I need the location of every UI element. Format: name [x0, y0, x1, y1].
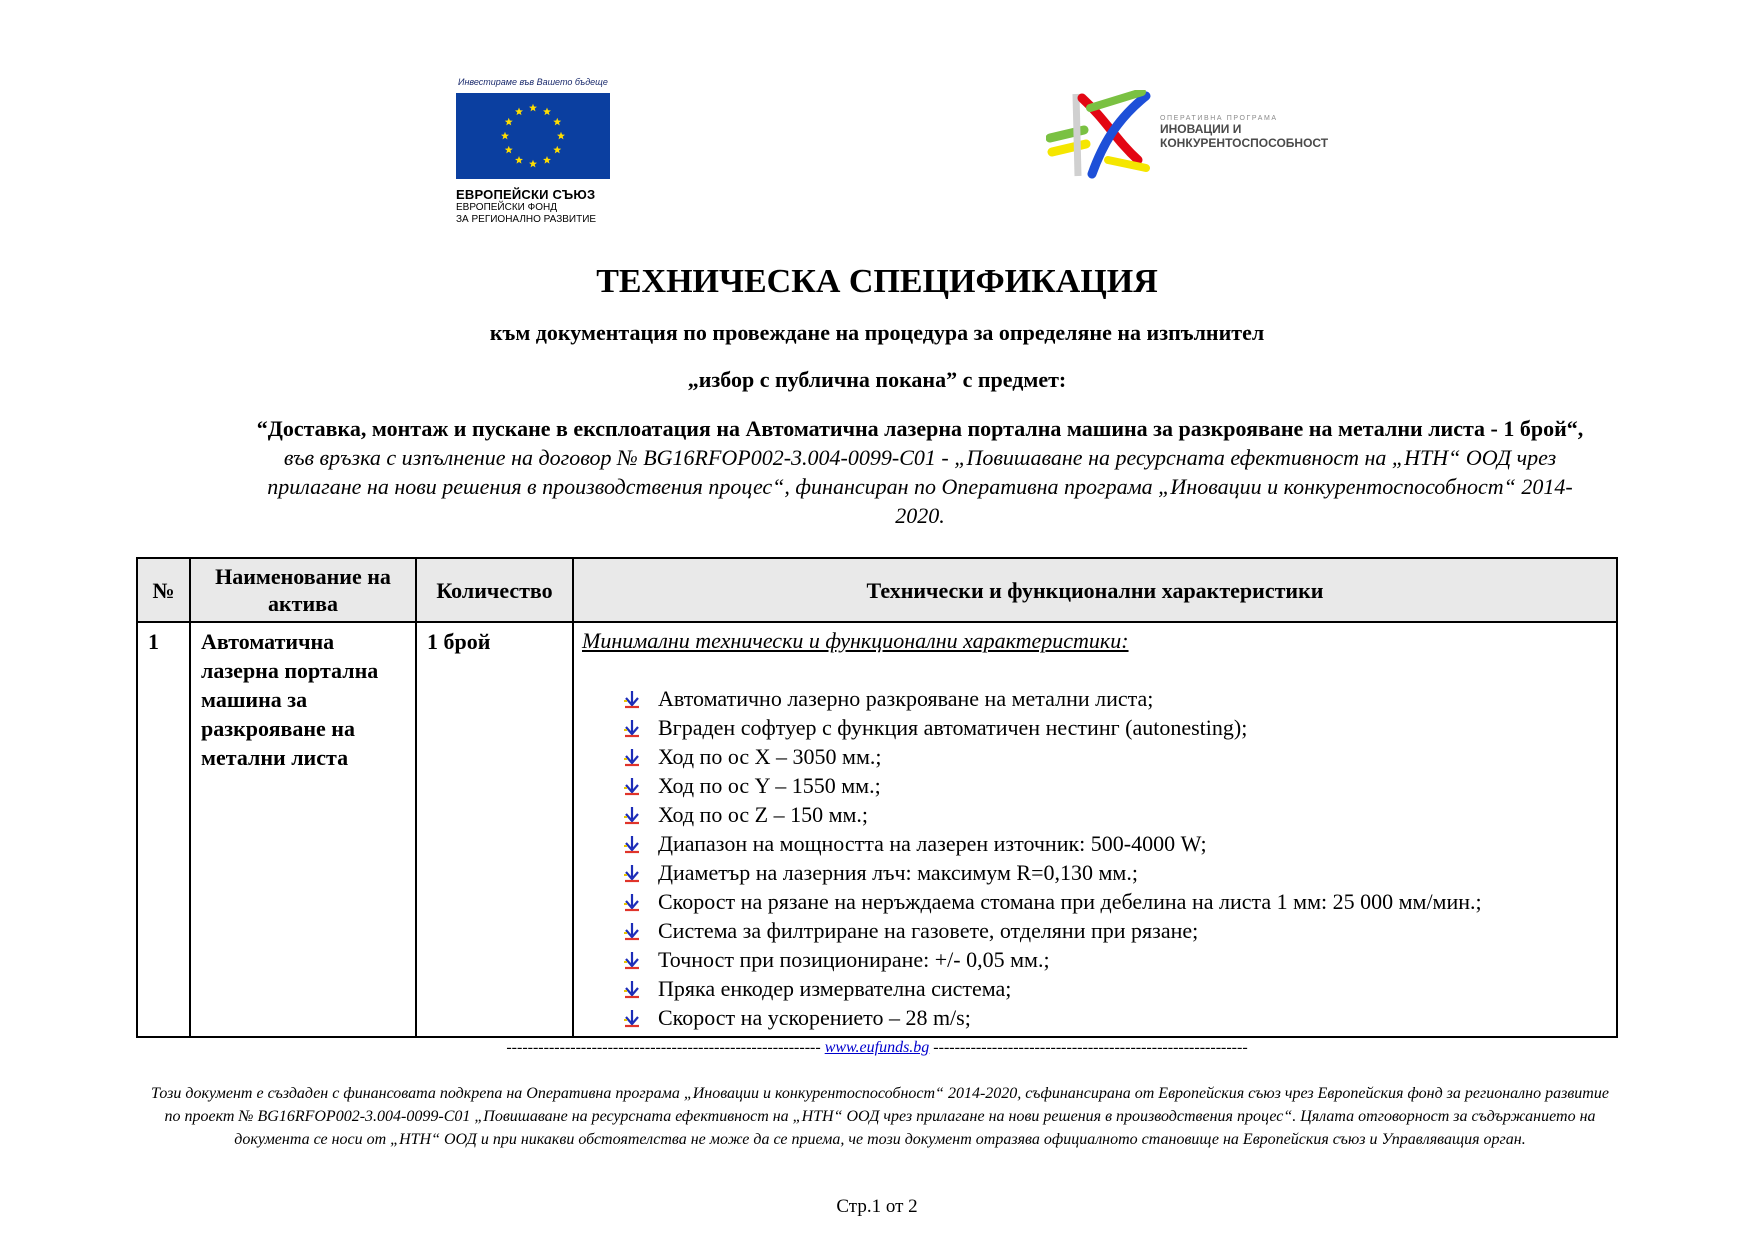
specification-table — [136, 557, 1618, 1038]
program-logo — [1046, 90, 1366, 180]
program-logo-line2: КОНКУРЕНТОСПОСОБНОСТ — [1160, 136, 1329, 150]
list-item — [622, 713, 1608, 742]
table-row — [137, 622, 1617, 1037]
eu-star — [557, 132, 565, 140]
list-item — [622, 887, 1608, 916]
eufunds-link[interactable]: www.eufunds.bg — [824, 1039, 930, 1056]
eu-star — [529, 104, 537, 112]
header-characteristics: Технически и функционални характеристики — [573, 558, 1617, 622]
list-item — [622, 974, 1608, 1003]
eu-star — [515, 108, 523, 116]
list-item — [622, 800, 1608, 829]
header-asset-name: Наименование на актива — [190, 558, 416, 622]
feature-text: Система за филтриране на газовете, отделяни при рязане; — [658, 918, 1199, 943]
arrow-down-bullet-icon — [622, 950, 642, 970]
eu-fund-line2: ЗА РЕГИОНАЛНО РАЗВИТИЕ — [456, 214, 597, 225]
list-item — [622, 945, 1608, 974]
dashes-right: ----------------------------------------------------------- — [933, 1039, 1248, 1056]
feature-text: Пряка енкодер измервателна система; — [658, 976, 1012, 1001]
feature-text: Диаметър на лазерния лъч: максимум R=0,130 мм.; — [658, 860, 1138, 885]
eu-name: ЕВРОПЕЙСКИ СЪЮЗ — [456, 187, 596, 202]
characteristics-heading: Минимални технически и функционални характеристики: — [582, 628, 1129, 653]
page-number: Стр.1 от 2 — [836, 1196, 918, 1217]
document-subtitle: към документация по провеждане на процедура за определяне на изпълнител — [489, 320, 1265, 345]
eu-star — [543, 108, 551, 116]
eu-star — [553, 146, 561, 154]
list-item — [622, 916, 1608, 945]
eu-tagline: Инвестираме във Вашето бъдеще — [458, 77, 608, 87]
subject-paragraph — [250, 414, 1590, 530]
dashes-left: ----------------------------------------------------------- — [506, 1039, 821, 1056]
arrow-down-bullet-icon — [622, 747, 642, 767]
contract-description: във връзка с изпълнение на договор № BG16RFOP002-3.004-0099-C01 - „Повишаване на ресурсната ефективност на „НТН“ ООД чрез прилагане на нови решения в производствения процес“, финансиран по Оперативна програма „Иновации и конкурентоспособност“ 2014-2020. — [267, 445, 1573, 528]
eu-logo — [456, 77, 631, 226]
feature-text: Скорост на рязане на неръждаема стомана при дебелина на листа 1 мм: 25 000 мм/мин.; — [658, 889, 1482, 914]
footer-separator — [0, 1039, 1754, 1057]
characteristics-cell — [573, 622, 1617, 1037]
program-logo-line1: ИНОВАЦИИ И — [1160, 122, 1242, 136]
feature-list — [582, 684, 1608, 1032]
asset-quantity: 1 брой — [416, 622, 573, 1037]
eu-fund-line1: ЕВРОПЕЙСКИ ФОНД — [456, 202, 558, 213]
program-logo-text — [1160, 115, 1328, 150]
document-title: ТЕХНИЧЕСКА СПЕЦИФИКАЦИЯ — [596, 263, 1158, 300]
list-item — [622, 1003, 1608, 1032]
eu-star — [543, 156, 551, 164]
feature-text: Вграден софтуер с функция автоматичен нестинг (autonesting); — [658, 715, 1248, 740]
eu-star — [529, 160, 537, 168]
eu-star — [505, 118, 513, 126]
arrow-down-bullet-icon — [622, 979, 642, 999]
header-quantity: Количество — [416, 558, 573, 622]
feature-text: Диапазон на мощността на лазерен източник: 500-4000 W; — [658, 831, 1207, 856]
eu-flag — [456, 93, 610, 179]
arrow-down-bullet-icon — [622, 718, 642, 738]
program-emblem-icon — [1046, 90, 1156, 180]
feature-text: Ход по ос X – 3050 мм.; — [658, 744, 882, 769]
arrow-down-bullet-icon — [622, 863, 642, 883]
asset-name: Автоматична лазерна портална машина за разкрояване на метални листа — [190, 622, 416, 1037]
eu-star — [505, 146, 513, 154]
eu-star — [553, 118, 561, 126]
eu-star — [501, 132, 509, 140]
arrow-down-bullet-icon — [622, 921, 642, 941]
list-item — [622, 771, 1608, 800]
list-item — [622, 858, 1608, 887]
arrow-down-bullet-icon — [622, 1008, 642, 1028]
arrow-down-bullet-icon — [622, 776, 642, 796]
table-header-row — [137, 558, 1617, 622]
arrow-down-bullet-icon — [622, 892, 642, 912]
feature-text: Скорост на ускорението – 28 m/s; — [658, 1005, 971, 1030]
funding-disclaimer: Този документ е създаден с финансовата подкрепа на Оперативна програма „Иновации и конкурентоспособност“ 2014-2020, съфинансирана от Европейския съюз чрез Европейския фонд за регионално развитие по проект № BG16RFOP002-3.004-0099-C01 „Повишаване на ресурсната ефективност на „НТН“ ООД чрез прилагане на нови решения в производствения процес“. Цялата отговорност за съдържанието на документа се носи от „НТН“ ООД и при никакви обстоятелства не може да се приема, че този документ отразява официалното становище на Европейския съюз и Управляващия орган. — [151, 1085, 1609, 1148]
row-number: 1 — [137, 622, 190, 1037]
arrow-down-bullet-icon — [622, 834, 642, 854]
feature-text: Автоматично лазерно разкрояване на метални листа; — [658, 686, 1154, 711]
feature-text: Ход по ос Y – 1550 мм.; — [658, 773, 881, 798]
list-item — [622, 829, 1608, 858]
procedure-type: „избор с публична покана” с предмет: — [687, 367, 1067, 392]
feature-text: Ход по ос Z – 150 мм.; — [658, 802, 869, 827]
feature-text: Точност при позициониране: +/- 0,05 мм.; — [658, 947, 1050, 972]
program-logo-small: ОПЕРАТИВНА ПРОГРАМА — [1160, 115, 1278, 122]
arrow-down-bullet-icon — [622, 689, 642, 709]
eu-star — [515, 156, 523, 164]
eu-stars-icon — [456, 93, 610, 179]
list-item — [622, 742, 1608, 771]
header-number: № — [137, 558, 190, 622]
arrow-down-bullet-icon — [622, 805, 642, 825]
subject-text: “Доставка, монтаж и пускане в експлоатация на Автоматична лазерна портална машина за разкрояване на метални листа - 1 брой“, — [256, 416, 1584, 441]
list-item — [622, 684, 1608, 713]
